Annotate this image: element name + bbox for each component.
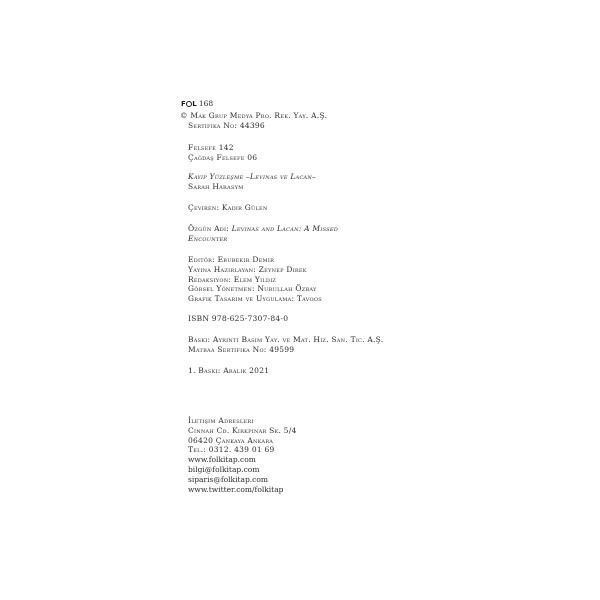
- publisher-logo: F L: [181, 100, 197, 108]
- original-title-line-2: Encounter: [188, 233, 228, 243]
- copyright-block: [180, 111, 327, 131]
- logo-circle-icon: [186, 101, 192, 107]
- contact-email-info[interactable]: bilgi@folkitap.com: [188, 464, 260, 474]
- credits-block: [188, 255, 322, 304]
- contact-twitter-link[interactable]: www.twitter.com/folkitap: [188, 484, 284, 494]
- original-title-block: [188, 224, 338, 244]
- original-title-line-1: [188, 224, 338, 234]
- publisher-logo-row: [181, 99, 213, 110]
- contact-phone: Tel.: 0312. 439 01 69: [188, 445, 275, 455]
- certificate-line: Sertifika No: 44396: [188, 120, 265, 130]
- credit-redaction: Redaksiyon: Elem Yıldız: [188, 274, 277, 284]
- series-line-1: Felsefe 142: [188, 143, 234, 152]
- contact-web-link[interactable]: www.folkitap.com: [188, 455, 256, 465]
- contact-email-order[interactable]: siparis@folkitap.com: [188, 474, 268, 484]
- contact-block: [188, 416, 297, 494]
- edition-line: 1. Baskı: Aralık 2021: [188, 366, 270, 375]
- credit-graphic-design: Grafik Tasarım ve Uygulama: Tavoos: [188, 294, 322, 304]
- translator-line: Çeviren: Kadir Gülen: [188, 203, 268, 212]
- credit-visual-director: Görsel Yönetmen: Nurullah Özbay: [188, 284, 317, 294]
- isbn-line: ISBN 978-625-7307-84-0: [188, 314, 289, 323]
- original-title-label: Özgün Adı:: [188, 224, 230, 233]
- book-author: Sarah Harasym: [188, 181, 244, 191]
- contact-address-2: 06420 Çankaya Ankara: [188, 435, 274, 445]
- series-number: 168: [198, 99, 214, 108]
- isbn-block: [188, 314, 288, 324]
- print-line-2: Matbaa Sertifika No: 49599: [188, 344, 295, 354]
- translator-block: [188, 203, 268, 213]
- print-block: [188, 335, 383, 355]
- edition-block: [188, 366, 269, 376]
- credit-editor: Editör: Ebubekir Demir: [188, 255, 275, 264]
- book-title: Kayıp Yüzleşme –Levinas ve Lacan–: [188, 172, 317, 181]
- series-block: [188, 143, 257, 163]
- original-title-text: Levinas and Lacan: A Missed: [231, 224, 339, 233]
- print-line-1: Baskı: Ayrıntı Basım Yay. ve Mat. Hiz. San. Tic. A.Ş.: [188, 335, 384, 344]
- series-line-2: Çağdaş Felsefe 06: [188, 152, 258, 162]
- contact-address-1: Cinnah Cd. Kırkpınar Sk. 5/4: [188, 425, 297, 435]
- contact-heading: İletişim Adresleri: [188, 416, 254, 425]
- copyright-line: © Mak Grup Medya Pro. Rek. Yay. A.Ş.: [180, 111, 328, 120]
- book-block: [188, 172, 316, 192]
- credit-preparer: Yayına Hazırlayan: Zeynep Direk: [188, 264, 307, 274]
